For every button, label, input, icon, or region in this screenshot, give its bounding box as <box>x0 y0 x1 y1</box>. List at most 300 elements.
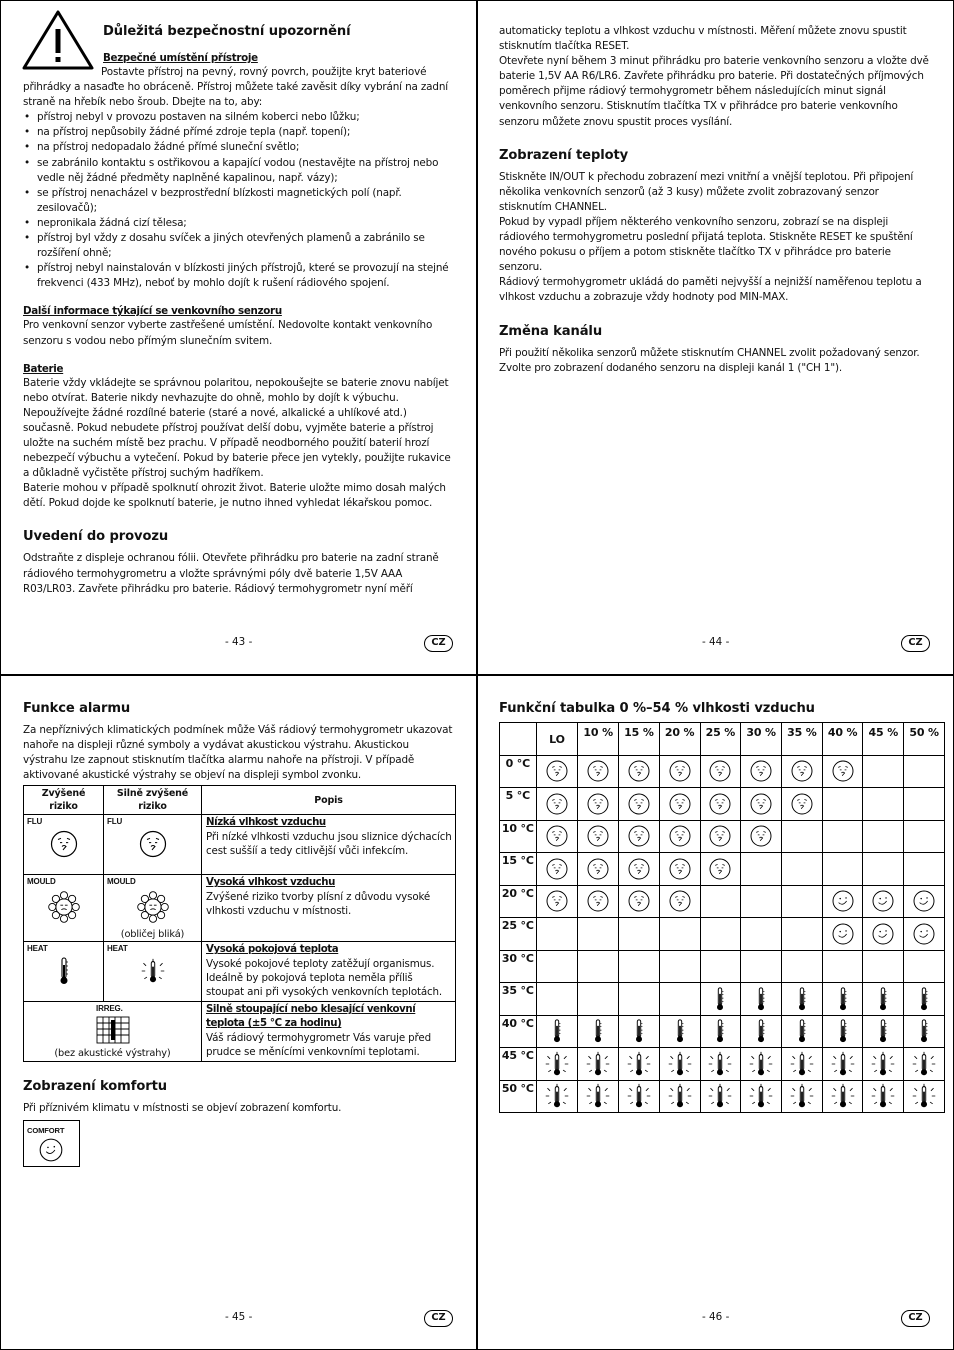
table-cell <box>659 853 700 886</box>
hot-thermometer-icon <box>789 1082 815 1110</box>
col-header: 35 % <box>782 723 823 756</box>
table-cell <box>578 885 619 918</box>
table-cell <box>619 950 660 983</box>
sad-face-icon <box>545 792 569 816</box>
table-cell <box>619 755 660 788</box>
table-cell <box>700 918 741 951</box>
humidity-function-table <box>499 722 945 1113</box>
table-cell <box>619 788 660 821</box>
icon-label: MOULD <box>107 877 136 887</box>
hot-thermometer-icon <box>830 1082 856 1110</box>
table-cell <box>536 983 578 1016</box>
sad-face-icon <box>668 759 692 783</box>
table-cell <box>619 918 660 951</box>
col-header: LO <box>536 723 578 756</box>
hot-thermometer-icon <box>544 1050 570 1078</box>
page-number: - 45 - <box>225 1311 253 1323</box>
page-number: - 43 - <box>225 636 253 648</box>
hot-thermometer-icon <box>707 1050 733 1078</box>
thermometer-icon <box>57 956 71 986</box>
table-cell <box>782 918 823 951</box>
table-cell <box>904 1015 945 1048</box>
table-cell <box>700 755 741 788</box>
language-badge: CZ <box>901 635 930 652</box>
table-cell <box>904 885 945 918</box>
row-title: Vysoká vlhkost vzduchu <box>206 877 336 889</box>
table-cell <box>741 1015 782 1048</box>
language-badge: CZ <box>424 635 453 652</box>
alarm-table <box>23 785 456 1062</box>
table-cell <box>659 918 700 951</box>
table-cell <box>822 983 863 1016</box>
sad-face-icon <box>668 824 692 848</box>
hot-thermometer-icon <box>870 1050 896 1078</box>
table-row <box>500 983 945 1016</box>
comfort-label: COMFORT <box>27 1126 65 1136</box>
sad-face-icon <box>49 829 79 859</box>
row-text: Váš rádiový termohygrometr Vás varuje před prudce se měnícími venkovními teplotami. <box>206 1032 431 1059</box>
table-cell <box>782 1048 823 1081</box>
row-header: 50 °C <box>500 1080 537 1113</box>
thermometer-icon <box>714 986 726 1012</box>
table-cell <box>863 885 904 918</box>
table-cell <box>619 820 660 853</box>
table-row <box>500 788 945 821</box>
sad-face-icon <box>708 792 732 816</box>
sad-face-icon <box>708 857 732 881</box>
table-cell <box>659 755 700 788</box>
placement-subheading: Bezpečné umístění přístroje <box>103 52 258 64</box>
col-header: 20 % <box>659 723 700 756</box>
table-row <box>500 1015 945 1048</box>
page-44-content <box>499 24 929 376</box>
row-header: 45 °C <box>500 1048 537 1081</box>
alarm-text: Za nepříznivých klimatických podmínek může Váš rádiový termohygrometr ukazovat nahoře na displeji různé symboly a vydávat akustickou výstrahu. Akustickou výstrahu lze zapnout stisknutím tlačítka alarmu nahoře na přístroji. V případě aktivované akustické výstrahy se objeví na displeji symbol zvonku. <box>23 724 453 782</box>
table-cell <box>863 853 904 886</box>
table-cell <box>782 788 823 821</box>
sad-face-icon <box>790 792 814 816</box>
thermometer-icon <box>877 986 889 1012</box>
table-cell <box>904 788 945 821</box>
icon-note: (bez akustické výstrahy) <box>54 1048 171 1060</box>
hot-thermometer-icon <box>789 1050 815 1078</box>
table-cell <box>536 950 578 983</box>
table-cell <box>863 788 904 821</box>
col-header: Zvýšené riziko <box>24 786 104 815</box>
table-cell <box>700 853 741 886</box>
table-cell <box>578 1048 619 1081</box>
table-cell <box>741 1080 782 1113</box>
table-cell <box>536 918 578 951</box>
table-cell <box>904 853 945 886</box>
table-cell <box>822 788 863 821</box>
sad-face-icon <box>831 759 855 783</box>
thermometer-icon <box>918 1018 930 1044</box>
alarm-table-header <box>24 786 456 815</box>
table-cell <box>700 788 741 821</box>
icon-label: HEAT <box>27 944 48 954</box>
table-cell <box>904 983 945 1016</box>
table-corner-cell <box>500 723 537 756</box>
row-header: 40 °C <box>500 1015 537 1048</box>
table-cell <box>782 950 823 983</box>
bullet-item: • přístroj nebyl v provozu postaven na silném koberci nebo lůžku; <box>23 110 453 125</box>
table-cell <box>782 853 823 886</box>
col-header: 25 % <box>700 723 741 756</box>
table-cell <box>578 853 619 886</box>
table-cell <box>659 788 700 821</box>
comfort-face-icon <box>871 922 895 946</box>
table-row <box>24 815 456 875</box>
table-cell <box>619 885 660 918</box>
hot-thermometer-icon <box>544 1082 570 1110</box>
hot-thermometer-icon <box>911 1050 937 1078</box>
page-43-content <box>23 19 453 597</box>
hot-thermometer-icon <box>626 1050 652 1078</box>
col-header: 10 % <box>578 723 619 756</box>
hot-thermometer-icon <box>707 1082 733 1110</box>
table-cell <box>578 950 619 983</box>
temperature-heading: Zobrazení teploty <box>499 147 629 163</box>
table-cell <box>536 853 578 886</box>
page-46-content <box>499 700 939 1113</box>
table-cell <box>741 885 782 918</box>
table-cell <box>822 820 863 853</box>
hot-thermometer-icon <box>585 1082 611 1110</box>
page-43 <box>0 0 477 675</box>
row-header: 25 °C <box>500 918 537 951</box>
thermometer-icon <box>551 1018 563 1044</box>
hot-thermometer-icon <box>870 1082 896 1110</box>
battery-subheading: Baterie <box>23 362 64 375</box>
table-cell <box>700 1080 741 1113</box>
sad-face-icon <box>138 829 168 859</box>
intro-text: automaticky teplotu a vlhkost vzduchu v místnosti. Měření můžete znovu spustit stisknutím tlačítka RESET. <box>499 25 907 53</box>
sensor-subheading: Další informace týkající se venkovního senzoru <box>23 305 282 318</box>
table-cell <box>822 918 863 951</box>
table-cell <box>619 983 660 1016</box>
page-45 <box>0 675 477 1350</box>
col-header: 40 % <box>822 723 863 756</box>
table-cell <box>863 918 904 951</box>
safety-heading: Důležitá bezpečnostní upozornění <box>103 24 351 39</box>
table-cell <box>700 950 741 983</box>
table-cell <box>578 918 619 951</box>
table-cell <box>782 983 823 1016</box>
page-footer <box>1 634 476 654</box>
table-cell <box>578 788 619 821</box>
table-cell <box>904 1080 945 1113</box>
table-cell <box>904 1048 945 1081</box>
channel-heading: Změna kanálu <box>499 323 603 339</box>
icon-label: MOULD <box>27 877 56 887</box>
bullet-item: • se přístroj nenacházel v bezprostřední blízkosti magnetických polí (např. zesilovačů); <box>23 186 453 216</box>
icon-label: IRREG. <box>96 1004 123 1014</box>
table-cell <box>536 1080 578 1113</box>
row-text: Vysoké pokojové teploty zatěžují organismus. Ideálně by pokojová teplota neměla příliš stoupat ani při vysokých venkovních teplotách. <box>206 958 443 999</box>
table-cell <box>904 755 945 788</box>
language-badge: CZ <box>424 1310 453 1327</box>
table-cell <box>578 755 619 788</box>
table-cell <box>782 820 823 853</box>
table-cell <box>904 820 945 853</box>
startup-text: Odstraňte z displeje ochranou fólii. Otevřete přihrádku pro baterie na zadní straně rádiového termohygrometru a vložte správnými póly dvě baterie 1,5V AAA R03/LR03. Zavřete přihrádku pro baterie. Rádiový termohygrometr nyní měří <box>23 552 439 595</box>
table-cell <box>822 1015 863 1048</box>
table-cell <box>659 1080 700 1113</box>
table-row <box>500 755 945 788</box>
table-cell <box>741 788 782 821</box>
table-row <box>500 1048 945 1081</box>
hot-thermometer-icon <box>748 1050 774 1078</box>
placement-text: Postavte přístroj na pevný, rovný povrch, použijte kryt bateriové přihrádky a nasaďte ho obráceně. Přístroj můžete také zavěsit díky vybrání na zadní straně na hřebík nebo šroub. Dbejte na to, aby: <box>23 66 449 109</box>
row-header: 20 °C <box>500 885 537 918</box>
comfort-display-box <box>23 1120 80 1167</box>
hot-thermometer-icon <box>626 1082 652 1110</box>
table-cell <box>822 1048 863 1081</box>
comfort-face-icon <box>831 922 855 946</box>
col-header: 15 % <box>619 723 660 756</box>
sad-face-icon <box>668 857 692 881</box>
table-cell <box>619 1048 660 1081</box>
row-header: 15 °C <box>500 853 537 886</box>
sad-face-icon <box>545 857 569 881</box>
table-cell <box>863 1080 904 1113</box>
col-header: 45 % <box>863 723 904 756</box>
thermometer-icon <box>877 1018 889 1044</box>
table-cell <box>700 983 741 1016</box>
sad-face-icon <box>627 889 651 913</box>
table-cell <box>863 1015 904 1048</box>
sad-face-icon <box>586 857 610 881</box>
thermometer-icon <box>796 1018 808 1044</box>
thermometer-icon <box>796 986 808 1012</box>
table-cell <box>578 983 619 1016</box>
table-cell <box>822 950 863 983</box>
col-header: Silně zvýšené riziko <box>104 786 202 815</box>
table-cell <box>536 885 578 918</box>
row-header: 5 °C <box>500 788 537 821</box>
table-header-row <box>500 723 945 756</box>
table-cell <box>659 885 700 918</box>
table-cell <box>578 820 619 853</box>
temperature-text-2: Pokud by vypadl příjem některého venkovního senzoru, zobrazí se na displeji rádiového termohygrometru poslední přijatá teplota. Stiskněte RESET ke spuštění nového pokusu o příjem a potom stiskněte tlačítko TX v přihrádce pro baterie senzoru. <box>499 215 913 274</box>
row-title: Vysoká pokojová teplota <box>206 944 339 956</box>
table-cell <box>904 950 945 983</box>
bullet-item: • na přístroj nedopadalo žádné přímé sluneční světlo; <box>23 140 453 155</box>
comfort-text: Při příznivém klimatu v místnosti se objeví zobrazení komfortu. <box>23 1102 342 1115</box>
bullet-item: • se zabránilo kontaktu s ostřikovou a kapající vodou (nestavějte na přístroj nebo vedle něj žádné předměty naplněné kapalinou, např. vázy); <box>23 156 453 186</box>
table-cell <box>578 1015 619 1048</box>
table-cell <box>536 820 578 853</box>
thermometer-icon <box>837 1018 849 1044</box>
page-footer <box>1 1309 476 1329</box>
bullet-item: • přístroj nebyl nainstalován v blízkosti jiných přístrojů, které se provozují na stejné frekvenci (433 MHz), neboť by mohlo dojít k rušení rádiového spojení. <box>23 261 453 291</box>
comfort-face-icon <box>38 1137 64 1163</box>
intro-text-2: Otevřete nyní během 3 minut přihrádku pro baterie venkovního senzoru a vložte dvě baterie 1,5V AA R6/LR6. Zavřete přihrádku pro baterie. Při dostatečných příjmových poměrech přijme rádiový termohygrometr během následujících minut signál venkovního senzoru. Stisknutím tlačítka TX v přihrádce pro baterie venkovního senzoru můžete znovu spustit proces vysílání. <box>499 55 929 128</box>
thermometer-icon <box>837 986 849 1012</box>
sad-face-icon <box>749 759 773 783</box>
icon-label: FLU <box>107 817 123 827</box>
table-cell <box>822 853 863 886</box>
table-row <box>24 1002 456 1062</box>
sad-face-icon <box>668 792 692 816</box>
icon-label: HEAT <box>107 944 128 954</box>
col-header: 50 % <box>904 723 945 756</box>
thermometer-icon <box>755 1018 767 1044</box>
table-cell <box>619 853 660 886</box>
table-cell <box>863 755 904 788</box>
placement-bullet-list <box>23 110 453 291</box>
sad-face-icon <box>668 889 692 913</box>
table-row <box>24 875 456 942</box>
table-cell <box>782 1015 823 1048</box>
sad-face-icon <box>545 759 569 783</box>
sad-face-icon <box>586 889 610 913</box>
irregular-temperature-icon <box>96 1016 130 1044</box>
table-cell <box>536 755 578 788</box>
thermometer-icon <box>755 986 767 1012</box>
sad-face-icon <box>790 759 814 783</box>
table-row <box>500 950 945 983</box>
table-cell <box>659 950 700 983</box>
table-row <box>500 918 945 951</box>
thermometer-icon <box>592 1018 604 1044</box>
language-badge: CZ <box>901 1310 930 1327</box>
table-cell <box>741 918 782 951</box>
row-title: Nízká vlhkost vzduchu <box>206 817 326 829</box>
hot-thermometer-icon <box>140 956 166 986</box>
col-header: Popis <box>202 786 456 815</box>
col-header: 30 % <box>741 723 782 756</box>
sad-face-icon <box>749 792 773 816</box>
comfort-face-icon <box>912 889 936 913</box>
table-cell <box>741 853 782 886</box>
table-row <box>24 942 456 1002</box>
thermometer-icon <box>633 1018 645 1044</box>
table-cell <box>863 950 904 983</box>
icon-note: (obličej bliká) <box>120 929 185 941</box>
warning-triangle-icon <box>21 9 95 71</box>
hot-thermometer-icon <box>748 1082 774 1110</box>
hot-thermometer-icon <box>667 1082 693 1110</box>
page-footer <box>478 634 953 654</box>
table-cell <box>659 820 700 853</box>
table-cell <box>700 1048 741 1081</box>
page-number: - 46 - <box>702 1311 730 1323</box>
table-cell <box>782 755 823 788</box>
table-cell <box>700 820 741 853</box>
comfort-face-icon <box>871 889 895 913</box>
page-45-content <box>23 700 453 1173</box>
sad-face-icon <box>586 792 610 816</box>
table-cell <box>578 1080 619 1113</box>
mould-face-icon <box>46 889 82 925</box>
sad-face-icon <box>708 759 732 783</box>
sensor-text: Pro venkovní senzor vyberte zastřešené umístění. Nedovolte kontakt venkovního senzoru s vodou nebo přímým slunečním svitem. <box>23 319 433 347</box>
row-text: Při nízké vlhkosti vzduchu jsou sliznice dýchacích cest suššíí a tedy citlivější vůči infekcím. <box>206 831 452 858</box>
table-cell <box>822 755 863 788</box>
table-cell <box>659 1048 700 1081</box>
table-cell <box>741 755 782 788</box>
battery-text-2: Baterie mohou v případě spolknutí ohrozit život. Baterie uložte mimo dosah malých dětí. Pokud dojde ke spolknutí baterie, je nutno ihned vyhledat lékařskou pomoc. <box>23 482 446 510</box>
table-cell <box>536 1048 578 1081</box>
sad-face-icon <box>586 759 610 783</box>
table-row <box>500 853 945 886</box>
row-header: 30 °C <box>500 950 537 983</box>
page-46 <box>477 675 954 1350</box>
hot-thermometer-icon <box>911 1082 937 1110</box>
bullet-item: • na přístroj nepůsobily žádné přímé zdroje tepla (např. topení); <box>23 125 453 140</box>
alarm-heading: Funkce alarmu <box>23 701 131 716</box>
table-cell <box>741 983 782 1016</box>
icon-label: FLU <box>27 817 43 827</box>
hot-thermometer-icon <box>585 1050 611 1078</box>
thermometer-icon <box>714 1018 726 1044</box>
sad-face-icon <box>545 824 569 848</box>
table-row <box>500 1080 945 1113</box>
table-cell <box>741 820 782 853</box>
bullet-item: • nepronikala žádná cizí tělesa; <box>23 216 453 231</box>
hot-thermometer-icon <box>667 1050 693 1078</box>
sad-face-icon <box>627 857 651 881</box>
table-row <box>500 820 945 853</box>
comfort-face-icon <box>831 889 855 913</box>
sad-face-icon <box>708 824 732 848</box>
table-cell <box>700 1015 741 1048</box>
temperature-text: Stiskněte IN/OUT k přechodu zobrazení mezi vnitřní a vnější teplotou. Při připojení několika venkovních senzorů (až 3 kusy) můžete zvolit zobrazovaný senzor stisknutím CHANNEL. <box>499 170 914 213</box>
row-header: 35 °C <box>500 983 537 1016</box>
sad-face-icon <box>627 792 651 816</box>
table-cell <box>822 1080 863 1113</box>
thermometer-icon <box>674 1018 686 1044</box>
sad-face-icon <box>545 889 569 913</box>
row-header: 0 °C <box>500 755 537 788</box>
mould-face-icon <box>135 889 171 925</box>
table-cell <box>741 1048 782 1081</box>
table-cell <box>782 885 823 918</box>
table-cell <box>619 1080 660 1113</box>
table-cell <box>863 983 904 1016</box>
table-cell <box>782 1080 823 1113</box>
table-cell <box>741 950 782 983</box>
table-cell <box>536 1015 578 1048</box>
table-cell <box>659 1015 700 1048</box>
sad-face-icon <box>749 824 773 848</box>
temperature-text-3: Rádiový termohygrometr ukládá do paměti nejvyšší a nejnižší naměřenou teplotu a vlhkost vzduchu a zobrazuje vždy hodnoty pod MIN-MAX. <box>499 276 922 304</box>
table-cell <box>619 1015 660 1048</box>
table-cell <box>863 1048 904 1081</box>
channel-text: Při použití několika senzorů můžete stisknutím CHANNEL zvolit požadovaný senzor. Zvolte pro zobrazení dodaného senzoru na displeji kanál 1 ("CH 1"). <box>499 346 920 374</box>
comfort-heading: Zobrazení komfortu <box>23 1079 167 1095</box>
function-table-heading: Funkční tabulka 0 %–54 % vlhkosti vzduchu <box>499 701 815 716</box>
thermometer-icon <box>918 986 930 1012</box>
table-cell <box>659 983 700 1016</box>
row-text: Zvýšené riziko tvorby plísní z důvodu vysoké vlhkosti vzduchu v místnosti. <box>206 891 431 918</box>
table-cell <box>700 885 741 918</box>
row-title: Silně stoupající nebo klesající venkovní teplota (±5 °C za hodinu) <box>206 1004 416 1030</box>
comfort-face-icon <box>912 922 936 946</box>
page-footer <box>478 1309 953 1329</box>
startup-heading: Uvedení do provozu <box>23 529 169 545</box>
table-row <box>500 885 945 918</box>
row-header: 10 °C <box>500 820 537 853</box>
table-cell <box>863 820 904 853</box>
sad-face-icon <box>627 824 651 848</box>
table-cell <box>536 788 578 821</box>
battery-text: Baterie vždy vkládejte se správnou polaritou, nepokoušejte se baterie znovu nabíjet nebo otvírat. Baterie nikdy nevhazujte do ohně, mohlo by dojít k výbuchu. Nepoužívejte žádné rozdílné baterie (staré a nové, alkalické a uhlíkové atd.) současně. Pokud nebudete přístroj používat delší dobu, vyjměte baterie a přístroj uložte na suchém místě bez prachu. V případě neodborného použití baterií hrozí nebezpečí výbuchu a vytečení. Pokud by baterie přece jen vytekly, použijte rukavice a důkladně vyčistěte přístroj suchým hadříkem. <box>23 376 451 480</box>
sad-face-icon <box>627 759 651 783</box>
table-cell <box>822 885 863 918</box>
